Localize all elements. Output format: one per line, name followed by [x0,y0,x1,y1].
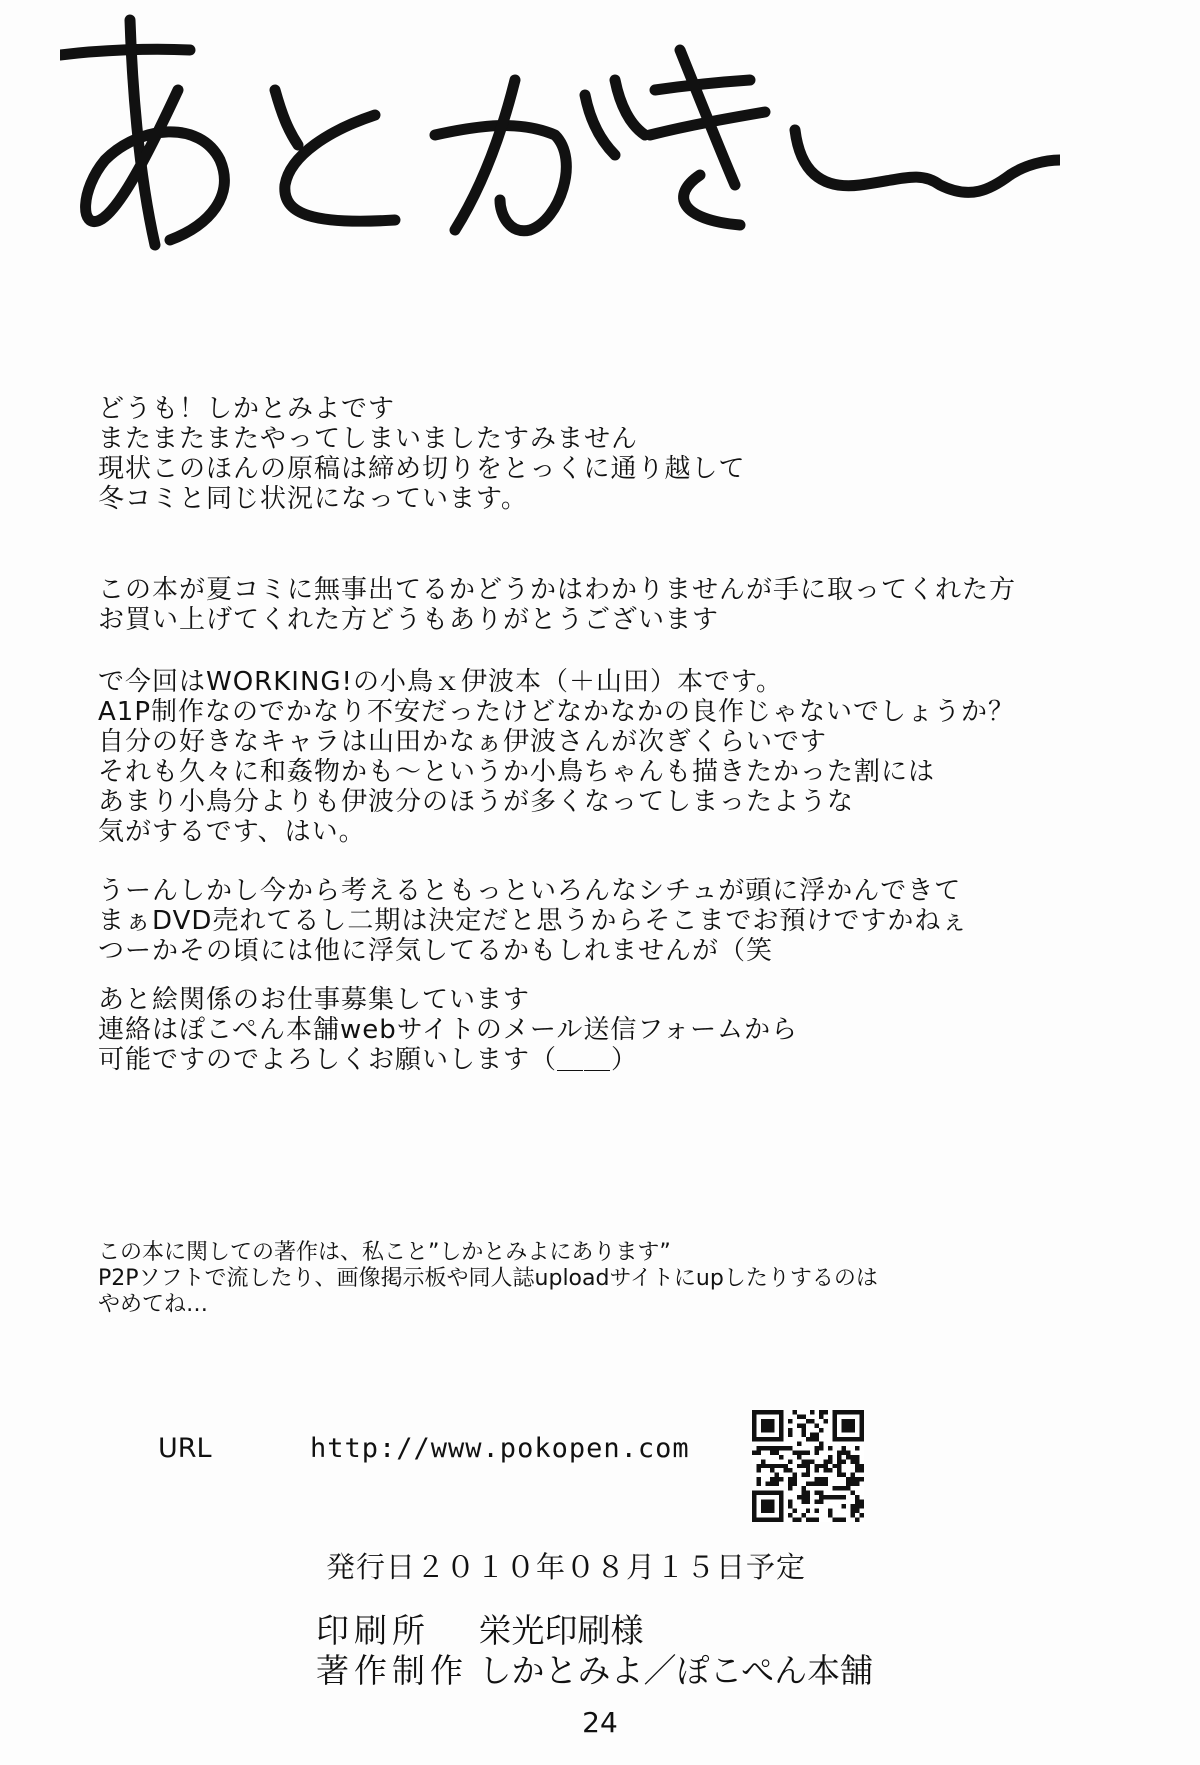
text-line: で今回はWORKING!の小鳥ｘ伊波本（＋山田）本です。 [98,667,783,697]
thanks-paragraph [98,575,1016,635]
text-line: あと絵関係のお仕事募集しています [98,985,531,1015]
text-line: あまり小鳥分よりも伊波分のほうが多くなってしまったような [98,787,855,817]
work-request-paragraph [98,985,798,1075]
text-line: この本が夏コミに無事出てるかどうかはわかりませんが手に取ってくれた方 [98,575,1017,605]
text-line: P2Pソフトで流したり、画像掲示板や同人誌uploadサイトにupしたりするのは [98,1266,878,1291]
text-line: 冬コミと同じ状況になっています。 [98,484,528,514]
text-line: まぁDVD売れてるし二期は決定だと思うからそこまでお預けですかねぇ [98,906,969,936]
website-link[interactable]: http://www.pokopen.com [310,1433,690,1464]
publication-date: 発行日２０１０年０８月１５日予定 [326,1550,807,1584]
author-value: しかとみよ／ぽこぺん本舗 [478,1651,874,1690]
text-line: 自分の好きなキャラは山田かなぁ伊波さんが次ぎくらいです [98,727,828,757]
author-label: 著作制作 [316,1651,468,1690]
printer-value: 栄光印刷様 [478,1611,644,1650]
text-line: どうも！しかとみよです [98,394,396,424]
text-line: 気がするです、はい。 [98,817,366,847]
copyright-notice [98,1240,878,1318]
intro-paragraph [98,667,1015,847]
page-number: 24 [582,1706,618,1739]
text-line: 現状このほんの原稿は締め切りをとっくに通り越して [98,454,746,484]
text-line: つーかその頃には他に浮気してるかもしれませんが（笑 [98,936,774,966]
text-line: 可能ですのでよろしくお願いします（＿＿） [98,1045,639,1075]
printer-label: 印刷所 [316,1611,430,1650]
text-line: この本に関しての著作は、私こと”しかとみよにあります” [98,1240,671,1265]
greeting-paragraph [98,394,745,514]
qr-code-drawing [752,1410,864,1522]
text-line: うーんしかし今から考えるともっといろんなシチュが頭に浮かんできて [98,876,962,906]
author-row [316,1645,873,1692]
thoughts-paragraph [98,876,968,966]
qr-code-icon[interactable] [752,1410,864,1522]
text-line: A1P制作なのでかなり不安だったけどなかなかの良作じゃないでしょうか？ [98,697,1016,727]
text-line: それも久々に和姦物かも〜というか小鳥ちゃんも描きたかった割には [98,757,936,787]
text-line: 連絡はぽこぺん本舗webサイトのメール送信フォームから [98,1015,799,1045]
text-line: またまたまたやってしまいましたすみません [98,424,639,454]
handwritten-title [60,10,1060,270]
text-line: やめてね… [98,1292,209,1317]
url-label: URL [158,1433,212,1464]
handwritten-title-drawing [60,10,1060,270]
text-line: お買い上げてくれた方どうもありがとうございます [98,605,720,635]
